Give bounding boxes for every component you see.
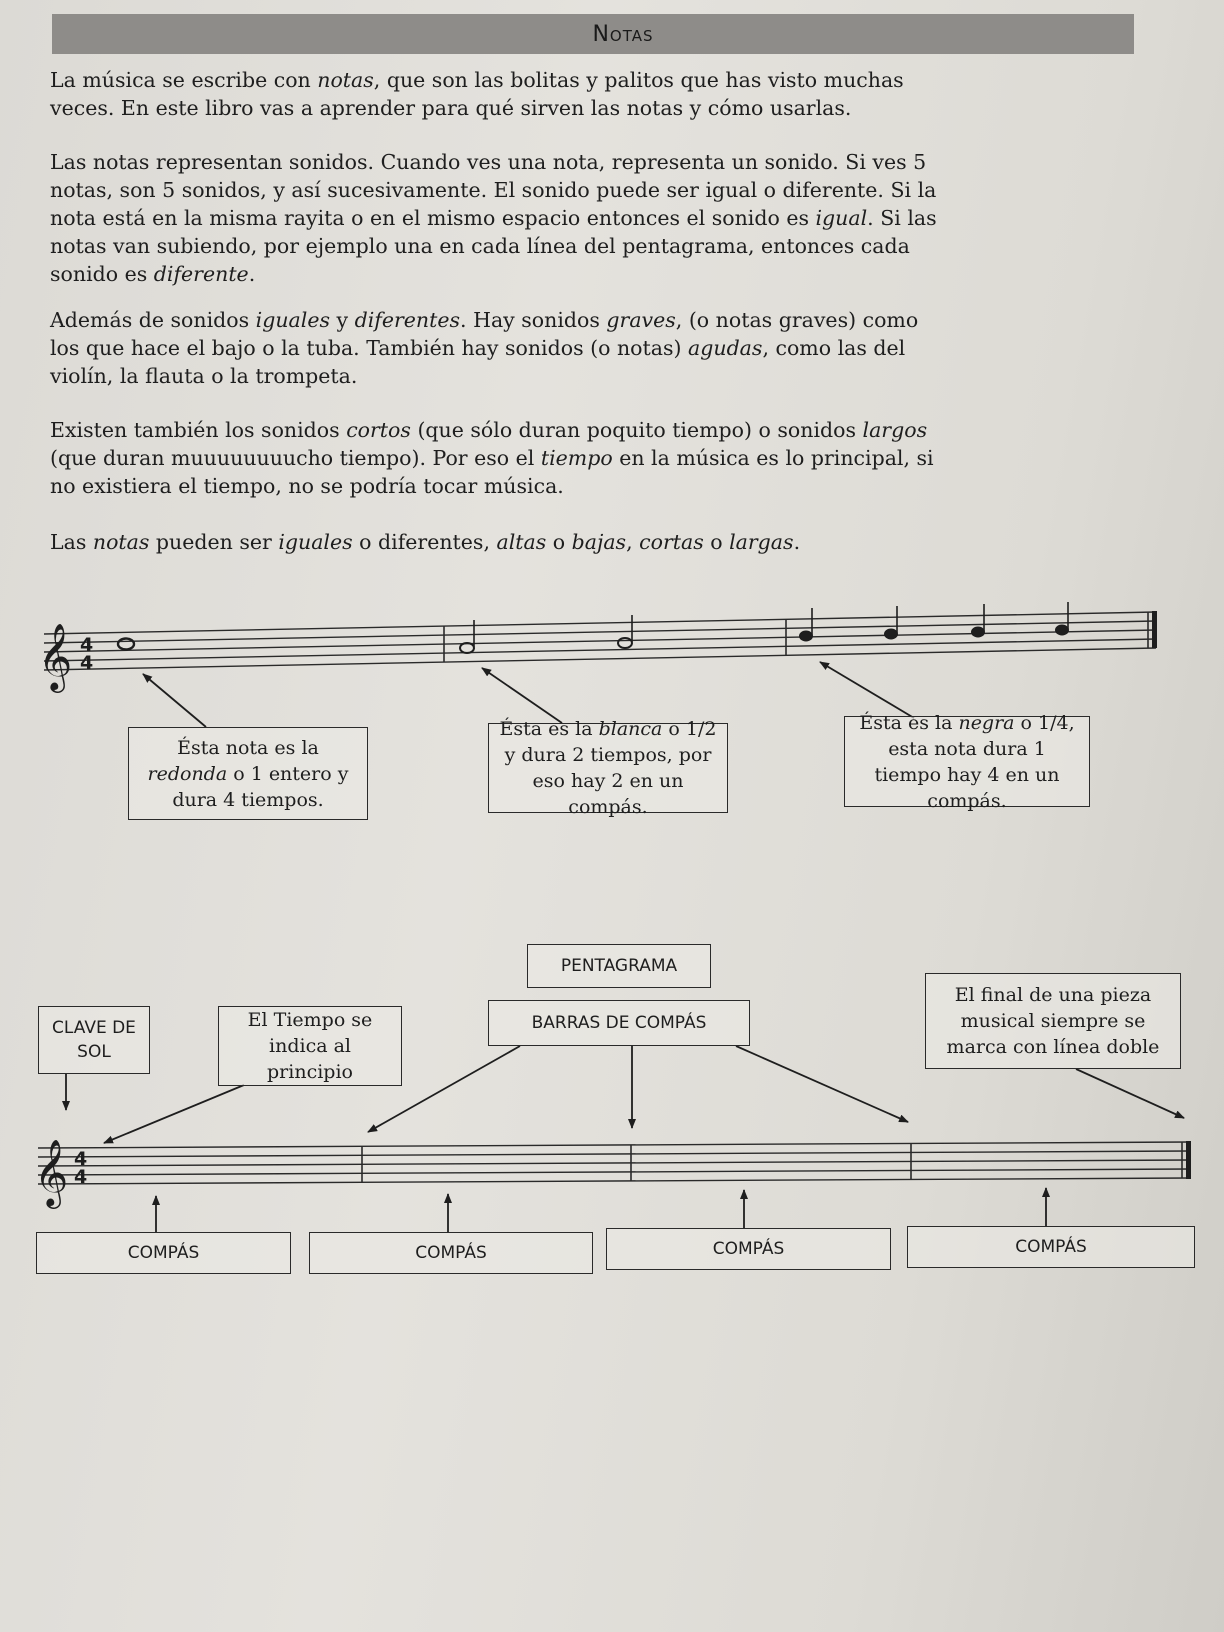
arrow-to-whole-note xyxy=(143,674,206,727)
staff-1-time-top: 4 xyxy=(80,634,94,656)
quarter-note xyxy=(800,608,813,641)
label-clave-de-sol: CLAVE DE SOL xyxy=(38,1006,150,1074)
measure-label-1: COMPÁS xyxy=(36,1232,291,1274)
staff-2-treble-clef-icon: 𝄞 xyxy=(34,1138,69,1206)
paragraph-3: Además de sonidos iguales y diferentes. Hay sonidos graves, (o notas graves) como los que hace el bajo o la tuba. También hay sonidos (o notas) agudas, como las del violín, la flauta o la trompeta. xyxy=(50,308,919,388)
whole-note xyxy=(118,639,134,650)
arrow-to-double-barline xyxy=(1076,1069,1184,1118)
quarter-note xyxy=(885,606,898,639)
measure-label-2: COMPÁS xyxy=(309,1232,593,1274)
staff-2-time-top: 4 xyxy=(74,1148,88,1170)
quarter-note xyxy=(1056,602,1069,635)
label-final: El final de una pieza musical siempre se marca con línea doble xyxy=(925,973,1181,1069)
staff-1 xyxy=(44,612,1156,670)
arrow-to-barline-3 xyxy=(736,1046,908,1122)
staff-2 xyxy=(38,1142,1190,1184)
staff-1-time-bottom: 4 xyxy=(80,652,94,674)
callout-redonda: Ésta nota es la redonda o 1 entero y dura 4 tiempos. xyxy=(128,727,368,820)
label-tiempo: El Tiempo se indica al principio xyxy=(218,1006,402,1086)
arrow-to-half-note xyxy=(482,668,562,723)
section-title: Notas xyxy=(592,21,654,47)
staff-2-time-bottom: 4 xyxy=(74,1166,88,1188)
paragraph-1: La música se escribe con notas, que son las bolitas y palitos que has visto muchas veces. En este libro vas a aprender para qué sirven las notas y cómo usarlas. xyxy=(50,68,904,120)
callout-blanca: Ésta es la blanca o 1/2 y dura 2 tiempos, por eso hay 2 en un compás. xyxy=(488,723,728,813)
paragraph-4: Existen también los sonidos cortos (que sólo duran poquito tiempo) o sonidos largos (que duran muuuuuuuucho tiempo). Por eso el tiempo en la música es lo principal, si no existiera el tiempo, no se podría tocar música. xyxy=(50,418,934,498)
staff-1-final-barline xyxy=(1152,611,1157,648)
measure-label-4: COMPÁS xyxy=(907,1226,1195,1268)
paragraph-5: Las notas pueden ser iguales o diferentes, altas o bajas, cortas o largas. xyxy=(50,530,801,554)
label-barras-de-compas: BARRAS DE COMPÁS xyxy=(488,1000,750,1046)
measure-label-3: COMPÁS xyxy=(606,1228,891,1270)
callout-negra: Ésta es la negra o 1/4, esta nota dura 1 tiempo hay 4 en un compás. xyxy=(844,716,1090,807)
quarter-note xyxy=(972,604,985,637)
staff-1-treble-clef-icon: 𝄞 xyxy=(38,622,73,690)
staff-2-final-barline xyxy=(1186,1141,1191,1179)
arrow-to-time-signature xyxy=(104,1085,244,1143)
paragraph-2: Las notas representan sonidos. Cuando ves una nota, representa un sonido. Si ves 5 notas, son 5 sonidos, y así sucesivamente. El sonido puede ser igual o diferente. Si la nota está en la misma rayita o en el mismo espacio entonces el sonido es igual. Si las notas van subiendo, por ejemplo una en cada línea del pentagrama, entonces cada sonido es diferente. xyxy=(50,150,937,286)
label-pentagrama: PENTAGRAMA xyxy=(527,944,711,988)
